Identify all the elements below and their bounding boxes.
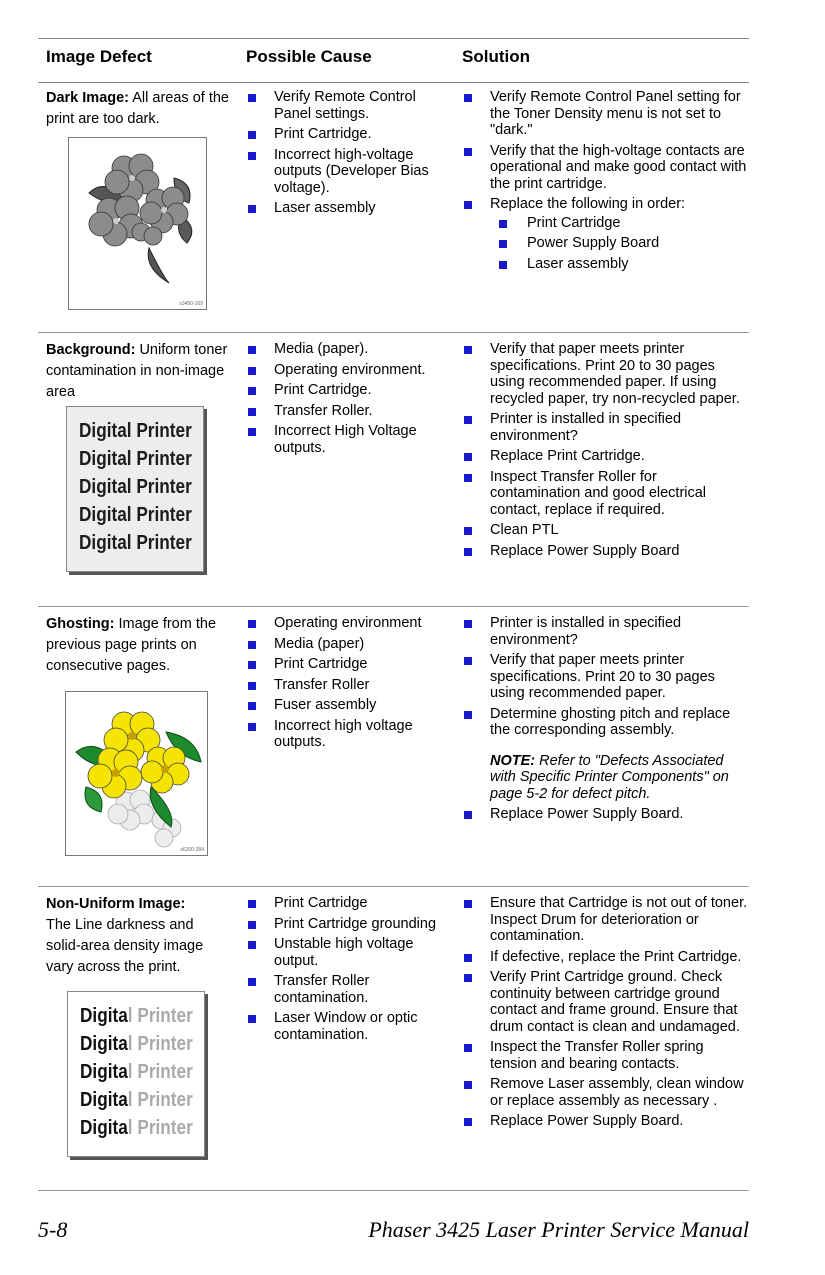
cause-item: Laser Window or optic contamination. [244,1010,449,1043]
cause-list [244,89,449,221]
defect-title: Background: [46,342,136,358]
defect-description [46,614,231,677]
defect-title: Dark Image: [46,90,130,106]
cause-item: Transfer Roller contamination. [244,973,449,1006]
note-label: NOTE: [490,752,536,769]
sample-line: Digital Printer [79,504,192,526]
cause-item: Fuser assembly [244,697,449,714]
solution-item: Inspect the Transfer Roller spring tension and bearing contacts. [460,1039,750,1072]
image-code: s3450-169 [179,301,203,307]
sub-solution-item: Laser assembly [490,256,750,273]
cause-list [244,341,449,460]
cause-item: Verify Remote Control Panel settings. [244,89,449,122]
solution-item: Remove Laser assembly, clean window or replace assembly as necessary . [460,1076,750,1109]
manual-title: Phaser 3425 Laser Printer Service Manual [368,1217,749,1242]
solution-item [460,706,750,803]
note-text: Refer to "Defects Associated with Specific Printer Components" on page 5-2 for defect pitch [490,752,729,802]
solution-item: Verify that paper meets printer specifications. Print 20 to 30 pages using recommended paper. [460,652,750,702]
solution-item: Verify that the high-voltage contacts are operational and make good contact with the print cartridge. [460,143,750,193]
cause-item: Transfer Roller. [244,403,449,420]
cause-item: Laser assembly [244,200,449,217]
cause-item: Operating environment. [244,362,449,379]
sample-line: Digital Printer [79,476,192,498]
sample-line [80,1002,193,1030]
header-solution: Solution [462,47,530,66]
solution-text: Determine ghosting pitch and replace the corresponding assembly. [490,705,731,738]
solution-item [460,196,750,272]
defect-text: All areas of the print are too dark. [46,90,229,127]
sub-solution-list [490,215,750,273]
solution-item: Verify Print Cartridge ground. Check continuity between cartridge ground contact and frame ground. Ensure that drum contact is clean and undamaged. [460,969,750,1035]
table-row-non-uniform-image [38,887,749,1191]
cause-item: Print Cartridge grounding [244,916,449,933]
header-image-defect: Image Defect [46,47,152,66]
note: NOTE: Refer to "Defects Associated with Specific Printer Components" on page 5-2 for defect pitch. [490,752,729,802]
sample-line: Digital Printer [79,448,192,470]
header-possible-cause: Possible Cause [246,47,372,66]
defect-description [46,88,231,130]
solution-item: Inspect Transfer Roller for contamination and good electrical contact, replace if required. [460,469,750,519]
cause-item: Operating environment [244,615,449,632]
cause-item: Print Cartridge. [244,382,449,399]
sample-line [80,1114,193,1142]
defect-title: Non-Uniform Image: [46,896,186,912]
solution-list [460,895,750,1134]
solution-list [460,615,750,827]
cause-item: Incorrect high voltage outputs. [244,718,449,751]
solution-item: Verify Remote Control Panel setting for the Toner Density menu is not set to "dark." [460,89,750,139]
defect-title: Ghosting: [46,616,115,632]
sub-solution-item: Power Supply Board [490,235,750,252]
table-row-background [38,333,749,607]
cause-item: Print Cartridge [244,895,449,912]
cause-item: Media (paper) [244,636,449,653]
cause-list [244,895,449,1047]
cause-item: Incorrect High Voltage outputs. [244,423,449,456]
sample-line [80,1058,193,1086]
defect-text: Image from the previous page prints on consecutive pages. [46,616,217,674]
page-number: 5-8 [38,1217,68,1242]
sample-dark-part: Digita [80,1089,128,1111]
defect-text: The Line darkness and solid-area density image vary across the print. [46,917,204,975]
ghosting-sample [65,691,208,856]
solution-item: Printer is installed in specified environment? [460,615,750,648]
background-sample [66,406,204,572]
defect-description [46,894,231,978]
non-uniform-sample [67,991,205,1157]
sample-line: Digital Printer [79,420,192,442]
solution-item: Replace Power Supply Board [460,543,750,560]
sample-line [80,1086,193,1114]
dark-image-sample [68,137,207,310]
table-header [38,38,749,83]
yellow-flower-illustration [66,692,207,855]
sub-solution-item: Print Cartridge [490,215,750,232]
cause-item: Transfer Roller [244,677,449,694]
solution-item: Printer is installed in specified environment? [460,411,750,444]
cause-list [244,615,449,755]
cause-item: Print Cartridge. [244,126,449,143]
sample-dark-part: Digita [80,1033,128,1055]
solution-list [460,341,750,563]
dark-flower-illustration [69,138,206,309]
cause-item: Media (paper). [244,341,449,358]
image-code: s6200-284 [180,847,204,853]
cause-item: Unstable high voltage output. [244,936,449,969]
solution-list [460,89,750,276]
solution-item: Ensure that Cartridge is not out of toner. Inspect Drum for deterioration or contamination. [460,895,750,945]
defect-text: Uniform toner contamination in non-image area [46,342,228,400]
table-row-dark-image [38,81,749,333]
cause-item: Print Cartridge [244,656,449,673]
sample-dark-part: Digita [80,1005,128,1027]
solution-item: Verify that paper meets printer specifications. Print 20 to 30 pages using recommended paper. If using recycled paper, try non-recycled paper. [460,341,750,407]
sample-light-part: l Printer [127,1089,193,1111]
sample-line: Digital Printer [79,532,192,554]
solution-item: Replace Power Supply Board. [460,1113,750,1130]
table-row-ghosting [38,607,749,887]
sample-line [80,1030,193,1058]
solution-text: Replace the following in order: [490,196,686,212]
solution-item: Clean PTL [460,522,750,539]
solution-item: Replace Power Supply Board. [460,806,750,823]
sample-light-part: l Printer [127,1033,193,1055]
defect-description [46,340,231,403]
sample-light-part: l Printer [127,1117,193,1139]
solution-item: If defective, replace the Print Cartridge. [460,949,750,966]
cause-item: Incorrect high-voltage outputs (Developer Bias voltage). [244,147,449,197]
sample-dark-part: Digita [80,1117,128,1139]
sample-dark-part: Digita [80,1061,128,1083]
sample-light-part: l Printer [127,1061,193,1083]
sample-light-part: l Printer [127,1005,193,1027]
solution-item: Replace Print Cartridge. [460,448,750,465]
